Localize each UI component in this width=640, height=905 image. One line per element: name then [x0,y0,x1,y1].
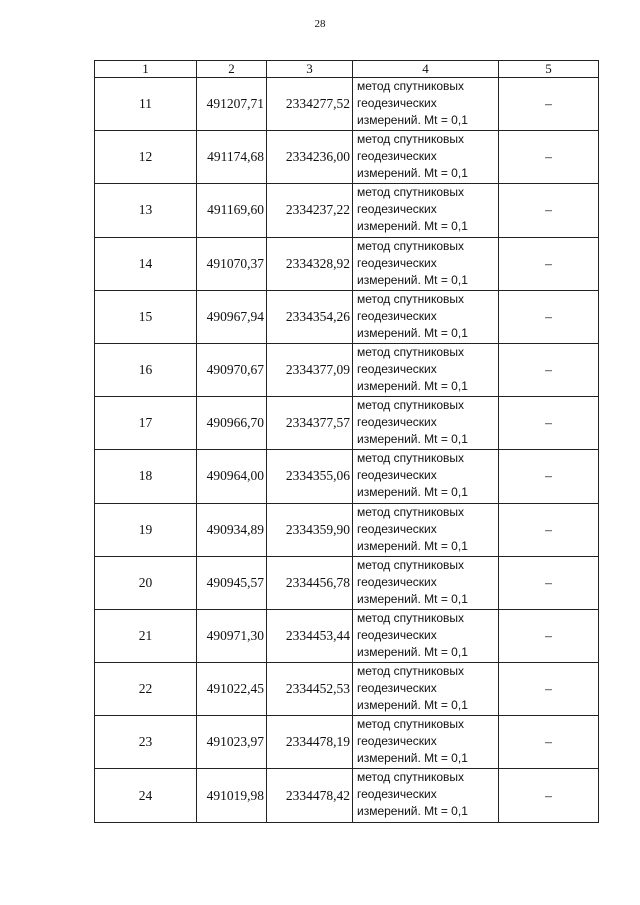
method-line-1: метод спутниковых [357,291,465,306]
method-line-2: геодезических [357,202,437,217]
method-line-1: метод спутниковых [357,664,465,679]
method-line-1: метод спутниковых [357,557,465,572]
method-cell [353,237,499,290]
x-coordinate-cell: 491023,97 [197,716,267,769]
header-col-2: 2 [197,61,267,78]
x-coordinate-cell: 490970,67 [197,343,267,396]
col-5-cell: – [499,716,599,769]
point-number-cell: 18 [95,450,197,503]
method-cell [353,609,499,662]
table-header [95,61,599,78]
x-coordinate-cell: 490967,94 [197,290,267,343]
method-line-1: метод спутниковых [357,238,465,253]
y-coordinate-cell: 2334377,09 [267,343,353,396]
method-line-1: метод спутниковых [357,79,465,93]
method-line-2: геодезических [357,149,437,164]
col-5-cell: – [499,769,599,822]
point-number-cell: 19 [95,503,197,556]
col-5-cell: – [499,78,599,131]
method-line-1: метод спутниковых [357,398,465,413]
method-cell [353,556,499,609]
method-line-3: измерений. Mt = 0,1 [357,166,468,181]
method-line-1: метод спутниковых [357,770,465,785]
method-line-2: геодезических [357,308,437,323]
method-line-2: геодезических [357,627,437,642]
method-cell [353,769,499,822]
y-coordinate-cell: 2334377,57 [267,397,353,450]
col-5-cell: – [499,184,599,237]
method-cell [353,290,499,343]
y-coordinate-cell: 2334237,22 [267,184,353,237]
method-cell [353,131,499,184]
col-5-cell: – [499,556,599,609]
method-cell [353,343,499,396]
table-row [95,237,599,290]
header-col-4: 4 [353,61,499,78]
method-line-1: метод спутниковых [357,451,465,466]
method-line-3: измерений. Mt = 0,1 [357,432,468,447]
y-coordinate-cell: 2334478,19 [267,716,353,769]
method-line-3: измерений. Mt = 0,1 [357,378,468,393]
point-number-cell: 24 [95,769,197,822]
point-number-cell: 20 [95,556,197,609]
point-number-cell: 14 [95,237,197,290]
method-line-3: измерений. Mt = 0,1 [357,538,468,553]
method-line-1: метод спутниковых [357,185,465,200]
method-line-2: геодезических [357,734,437,749]
x-coordinate-cell: 491019,98 [197,769,267,822]
y-coordinate-cell: 2334452,53 [267,663,353,716]
table-row [95,78,599,131]
method-line-3: измерений. Mt = 0,1 [357,644,468,659]
x-coordinate-cell: 490964,00 [197,450,267,503]
table-row [95,184,599,237]
method-cell [353,716,499,769]
method-line-2: геодезических [357,681,437,696]
method-line-1: метод спутниковых [357,132,465,147]
y-coordinate-cell: 2334328,92 [267,237,353,290]
point-number-cell: 22 [95,663,197,716]
method-line-3: измерений. Mt = 0,1 [357,485,468,500]
col-5-cell: – [499,397,599,450]
y-coordinate-cell: 2334355,06 [267,450,353,503]
table-row [95,290,599,343]
x-coordinate-cell: 490966,70 [197,397,267,450]
y-coordinate-cell: 2334354,26 [267,290,353,343]
y-coordinate-cell: 2334359,90 [267,503,353,556]
col-5-cell: – [499,663,599,716]
table-row [95,503,599,556]
method-line-2: геодезических [357,415,437,430]
x-coordinate-cell: 490971,30 [197,609,267,662]
x-coordinate-cell: 491207,71 [197,78,267,131]
coordinates-table [94,60,599,823]
table-row [95,450,599,503]
method-cell [353,503,499,556]
method-cell [353,397,499,450]
method-line-2: геодезических [357,96,437,110]
method-line-1: метод спутниковых [357,610,465,625]
point-number-cell: 21 [95,609,197,662]
table-row [95,343,599,396]
header-col-1: 1 [95,61,197,78]
method-line-3: измерений. Mt = 0,1 [357,591,468,606]
method-line-2: геодезических [357,521,437,536]
y-coordinate-cell: 2334456,78 [267,556,353,609]
table-row [95,397,599,450]
y-coordinate-cell: 2334277,52 [267,78,353,131]
method-line-3: измерений. Mt = 0,1 [357,325,468,340]
col-5-cell: – [499,450,599,503]
method-line-1: метод спутниковых [357,344,465,359]
col-5-cell: – [499,343,599,396]
table-body [95,78,599,823]
method-line-2: геодезических [357,361,437,376]
col-5-cell: – [499,503,599,556]
col-5-cell: – [499,237,599,290]
point-number-cell: 16 [95,343,197,396]
method-line-2: геодезических [357,255,437,270]
x-coordinate-cell: 490934,89 [197,503,267,556]
method-line-3: измерений. Mt = 0,1 [357,804,468,819]
header-row [95,61,599,78]
table-row [95,769,599,822]
col-5-cell: – [499,609,599,662]
method-line-2: геодезических [357,574,437,589]
method-line-3: измерений. Mt = 0,1 [357,272,468,287]
method-line-3: измерений. Mt = 0,1 [357,219,468,234]
x-coordinate-cell: 491169,60 [197,184,267,237]
col-5-cell: – [499,131,599,184]
table-row [95,131,599,184]
method-cell [353,184,499,237]
point-number-cell: 11 [95,78,197,131]
method-line-2: геодезических [357,468,437,483]
x-coordinate-cell: 491070,37 [197,237,267,290]
point-number-cell: 17 [95,397,197,450]
method-line-3: измерений. Mt = 0,1 [357,751,468,766]
method-line-1: метод спутниковых [357,504,465,519]
method-cell [353,663,499,716]
method-line-3: измерений. Mt = 0,1 [357,698,468,713]
x-coordinate-cell: 491174,68 [197,131,267,184]
point-number-cell: 13 [95,184,197,237]
y-coordinate-cell: 2334453,44 [267,609,353,662]
method-line-2: геодезических [357,787,437,802]
x-coordinate-cell: 491022,45 [197,663,267,716]
col-5-cell: – [499,290,599,343]
method-cell [353,450,499,503]
page-number: 28 [314,18,326,30]
table-row [95,556,599,609]
y-coordinate-cell: 2334236,00 [267,131,353,184]
header-col-5: 5 [499,61,599,78]
x-coordinate-cell: 490945,57 [197,556,267,609]
table-row [95,663,599,716]
y-coordinate-cell: 2334478,42 [267,769,353,822]
point-number-cell: 23 [95,716,197,769]
header-col-3: 3 [267,61,353,78]
method-line-3: измерений. Mt = 0,1 [357,113,468,127]
table-row [95,716,599,769]
point-number-cell: 15 [95,290,197,343]
point-number-cell: 12 [95,131,197,184]
table-row [95,609,599,662]
method-cell [353,78,499,131]
method-line-1: метод спутниковых [357,717,465,732]
